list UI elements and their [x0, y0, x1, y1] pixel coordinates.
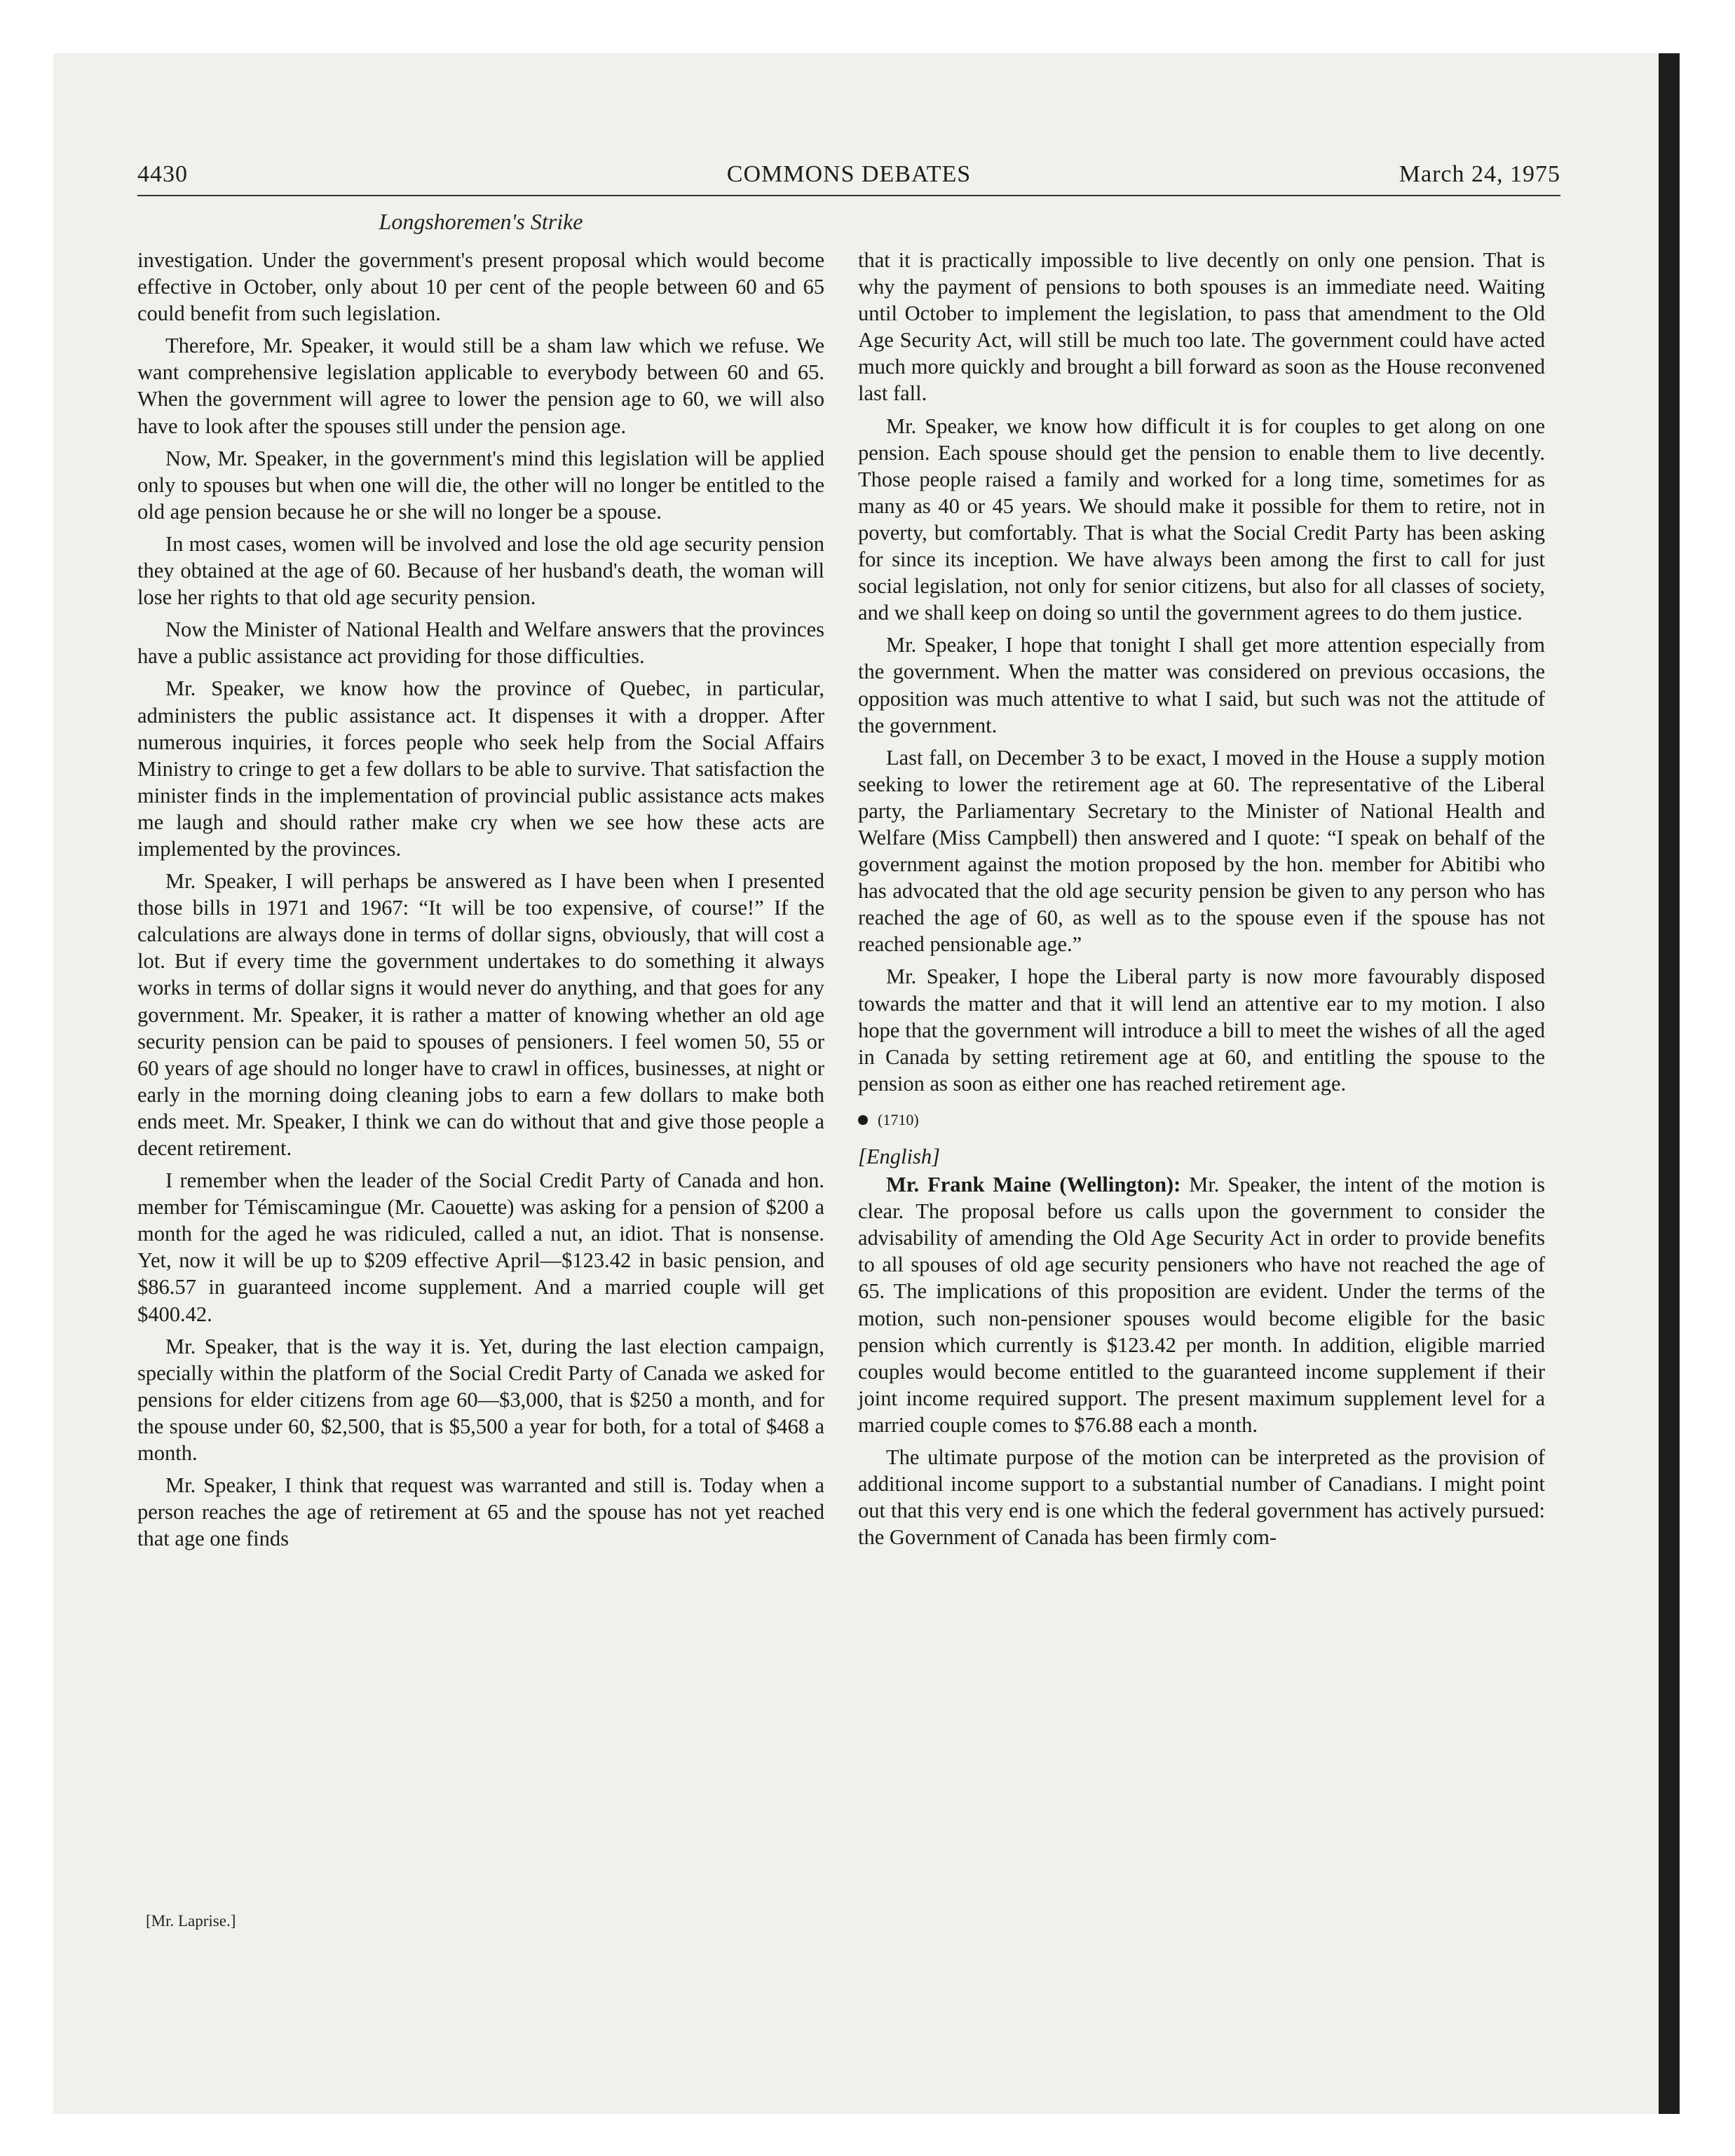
paragraph: Mr. Speaker, I hope the Liberal party is now more favourably disposed towards the matter and that it will lend an attentive ear to my motion. I also hope that the government will introduce a bill to meet the wishes of all the aged in Canada by setting retirement age at 60, and entitling the spouse to the pension as soon as either one has reached retirement age. — [858, 964, 1545, 1096]
bullet-icon — [858, 1115, 868, 1125]
paragraph: Now, Mr. Speaker, in the government's mind this legislation will be applied only to spouses but when one will die, the other will no longer be entitled to the old age pension because he or she will no longer be a spouse. — [137, 446, 824, 524]
paragraph: Last fall, on December 3 to be exact, I moved in the House a supply motion seeking to lower the retirement age at 60. The representative of the Liberal party, the Parliamentary Secretary to the Minister of National Health and Welfare (Miss Campbell) then answered and I quote: “I speak on behalf of the government against the motion proposed by the hon. member for Abitibi who has advocated that the old age security pension be given to any person who has reached the age of 60, as well as to the spouse even if the spouse has not reached pensionable age.” — [858, 745, 1545, 957]
speaker-paragraph — [858, 1171, 1545, 1438]
paragraph: Mr. Speaker, I hope that tonight I shall get more attention especially from the government. When the matter was considered on previous occasions, the opposition was much attentive to what I said, but such was not the attitude of the government. — [858, 633, 1545, 737]
page-header — [137, 158, 1560, 196]
paragraph: The ultimate purpose of the motion can be interpreted as the provision of additional income support to a substantial number of Canadians. I might point out that this very end is one which the federal government has actively pursued: the Government of Canada has been firmly com- — [858, 1445, 1545, 1550]
speaker-name: Mr. Frank Maine (Wellington): — [886, 1173, 1181, 1197]
paragraph: Mr. Speaker, I will perhaps be answered as I have been when I presented those bills in 1971 and 1967: “It will be too expensive, of course!” If the calculations are always done in terms of dollar signs, obviously, that will cost a lot. But if every time the government undertakes to do something it always works in terms of dollar signs it would never do anything, and that goes for any government. Mr. Speaker, it is rather a matter of knowing whether an old age security pension can be paid to spouses of pensioners. I feel women 50, 55 or 60 years of age should no longer have to crawl in offices, businesses, at night or early in the morning doing cleaning jobs to earn a few dollars to make both ends meet. Mr. Speaker, I think we can do without that and give those people a decent retirement. — [137, 869, 824, 1160]
paragraph: In most cases, women will be involved and lose the old age security pension they obtained at the age of 60. Because of her husband's death, the woman will lose her rights to that old age security pension. — [137, 531, 824, 610]
scan-edge-shadow — [1659, 53, 1680, 2114]
right-column — [858, 247, 1545, 1556]
footer-note: [Mr. Laprise.] — [146, 1912, 236, 1930]
publication-date: March 24, 1975 — [1399, 161, 1560, 187]
left-column — [137, 247, 824, 1557]
paragraph: Therefore, Mr. Speaker, it would still be a sham law which we refuse. We want comprehensive legislation applicable to everybody between 60 and 65. When the government will agree to lower the pension age to 60, we will also have to look after the spouses still under the pension age. — [137, 334, 824, 438]
paragraph: Mr. Speaker, that is the way it is. Yet, during the last election campaign, specially within the platform of the Social Credit Party of Canada we asked for pensions for elder citizens from age 60—$3,000, that is $250 a month, and for the spouse under 60, $2,500, that is $5,500 a year for both, for a total of $468 a month. — [137, 1334, 824, 1466]
running-head: Longshoremen's Strike — [379, 209, 583, 234]
time-marker-label: (1710) — [878, 1110, 919, 1128]
time-marker — [858, 1107, 1545, 1133]
paragraph: Mr. Speaker, I think that request was warranted and still is. Today when a person reaches the age of retirement at 65 and the spouse has not yet reached that age one finds — [137, 1473, 824, 1551]
paragraph: Mr. Speaker, we know how difficult it is for couples to get along on one pension. Each spouse should get the pension to enable them to live decently. Those people raised a family and worked for a long time, sometimes for as many as 40 or 45 years. We should make it possible for them to retire, not in poverty, but comfortably. That is what the Social Credit Party has been asking for since its inception. We have always been among the first to call for just social legislation, not only for senior citizens, but also for all classes of society, and we shall keep on doing so until the government agrees to do them justice. — [858, 414, 1545, 625]
speaker-text: Mr. Speaker, the intent of the motion is clear. The proposal before us calls upon the government to consider the advisability of amending the Old Age Security Act in order to provide benefits to all spouses of old age security pensioners who have not reached the age of 65. The implications of this proposition are evident. Under the terms of the motion, such non-pensioner spouses would become eligible for the basic pension which currently is $123.42 per month. In addition, eligible married couples would become entitled to the guaranteed income supplement if their joint income required support. The present maximum supplement level for a married couple comes to $76.88 each a month. — [858, 1173, 1545, 1437]
language-marker: [English] — [858, 1145, 940, 1168]
paragraph: Now the Minister of National Health and Welfare answers that the provinces have a public assistance act providing for those difficulties. — [137, 618, 824, 669]
publication-title: COMMONS DEBATES — [726, 161, 972, 187]
paragraph: Mr. Speaker, we know how the province of Quebec, in particular, administers the public assistance act. It dispenses it with a dropper. After numerous inquiries, it forces people who seek help from the Social Affairs Ministry to cringe to get a few dollars to be able to survive. That satisfaction the minister finds in the implementation of provincial public assistance acts makes me laugh and should rather make cry when we see how these acts are implemented by the provinces. — [137, 676, 824, 861]
paragraph: investigation. Under the government's present proposal which would become effective in October, only about 10 per cent of the people between 60 and 65 could benefit from such legislation. — [137, 248, 824, 326]
paragraph: I remember when the leader of the Social Credit Party of Canada and hon. member for Témiscamingue (Mr. Caouette) was asking for a pension of $200 a month for the aged he was ridiculed, called a nut, an idiot. That is nonsense. Yet, now it will be up to $209 effective April—$123.42 in basic pension, and $86.57 in guaranteed income supplement. And a married couple will get $400.42. — [137, 1168, 824, 1326]
page-number: 4430 — [137, 161, 188, 187]
paragraph: that it is practically impossible to live decently on only one pension. That is why the payment of pensions to both spouses is an immediate need. Waiting until October to implement the legislation, to pass that amendment to the Old Age Security Act, will still be much too late. The government could have acted much more quickly and brought a bill forward as soon as the House reconvened last fall. — [858, 248, 1545, 406]
